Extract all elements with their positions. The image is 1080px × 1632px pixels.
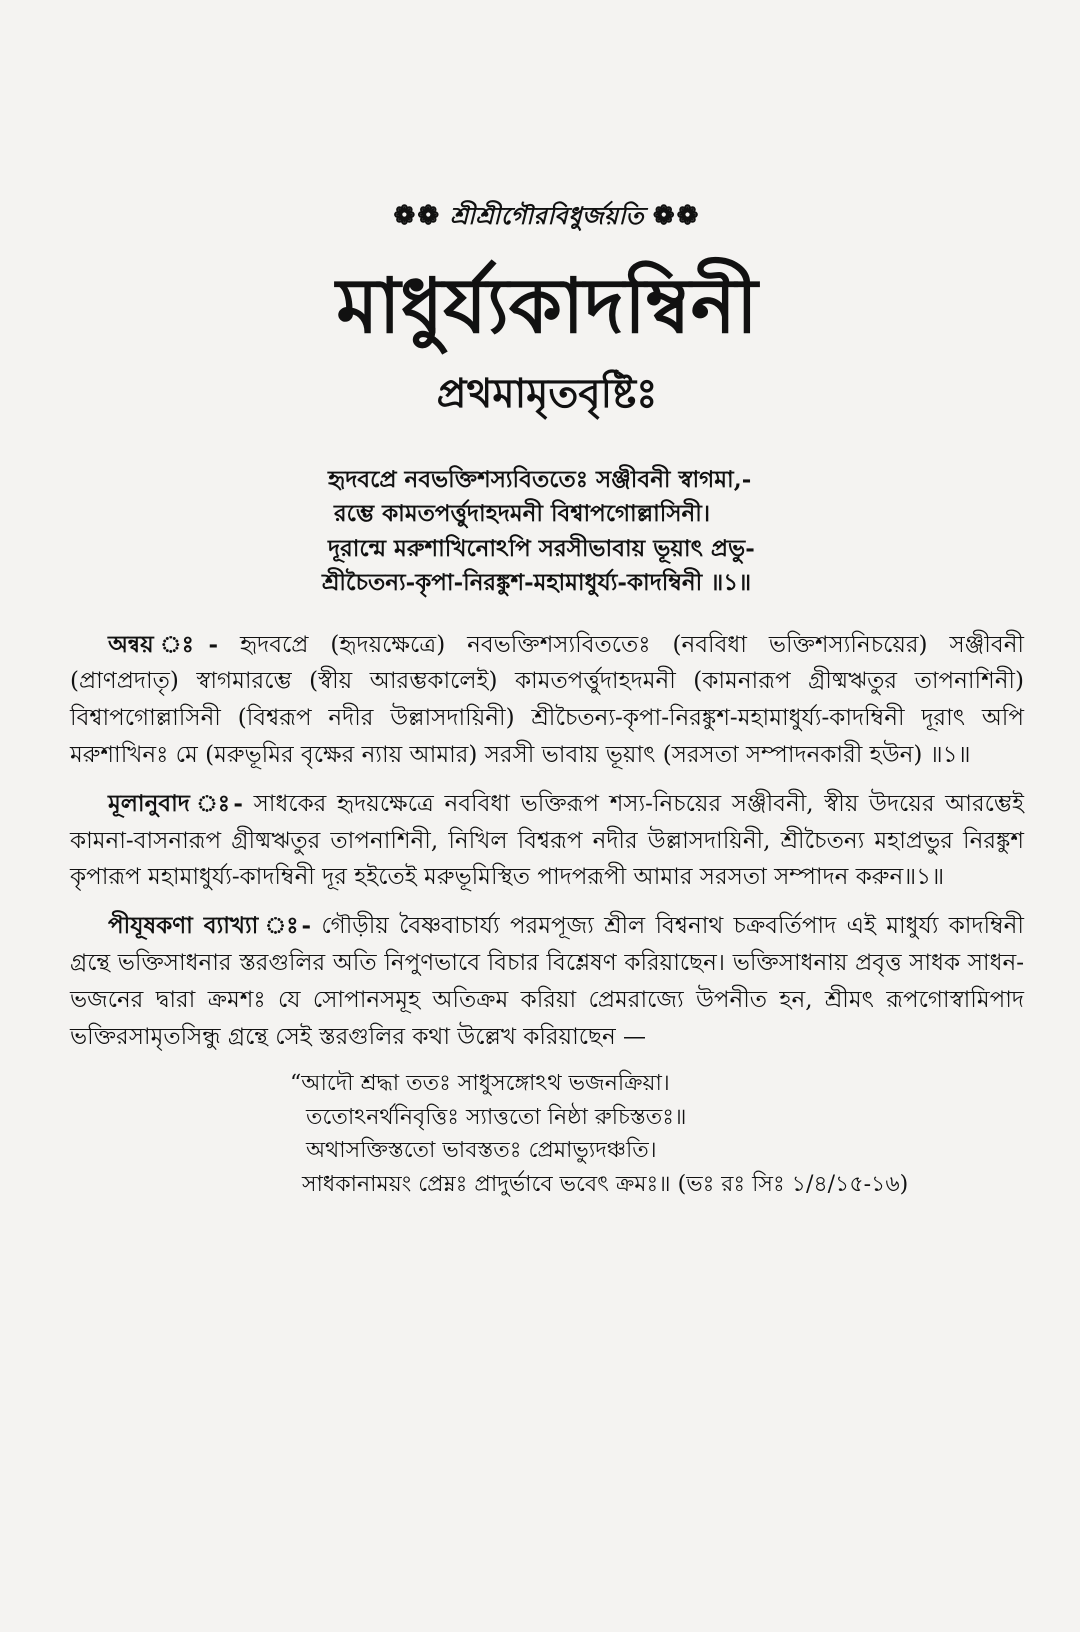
verse-line: হৃদবপ্রে নবভক্তিশস্যবিততেঃ সঞ্জীবনী স্বাগমা,-	[328, 465, 752, 493]
mulanuvad-text: সাধকের হৃদয়ক্ষেত্রে নববিধা ভক্তিরূপ শস্য-নিচয়ের সঞ্জীবনী, স্বীয় উদয়ের আরম্ভেই কামনা-বাসনারূপ গ্রীষ্মঋতুর তাপনাশিনী, নিখিল বিশ্বরূপ নদীর উল্লাসদায়িনী, শ্রীচৈতন্য মহাপ্রভুর নিরঙ্কুশ কৃপারূপ মহামাধুর্য্য-কাদম্বিনী দূর হইতেই মরুভূমিস্থিত পাদপরূপী আমার সরসতা সম্পাদন করুন॥১॥	[70, 790, 1025, 891]
chapter-subtitle: প্রথমামৃতবৃষ্টিঃ	[436, 369, 658, 417]
invocation-line	[70, 198, 1024, 238]
commentary-paragraph	[70, 908, 1024, 1055]
commentary-text: গৌড়ীয় বৈষ্ণবাচার্য্য পরমপূজ্য শ্রীল বিশ্বনাথ চক্রবর্তিপাদ এই মাধুর্য্য কাদম্বিনী গ্রন্থে ভক্তিসাধনার স্তরগুলির অতি নিপুণভাবে বিচার বিশ্লেষণ করিয়াছেন। ভক্তিসাধনায় প্রবৃত্ত সাধক সাধন-ভজনের দ্বারা ক্রমশঃ যে সোপানসমূহ অতিক্রম করিয়া প্রেমরাজ্যে উপনীত হন, শ্রীমৎ রূপগোস্বামিপাদ ভক্তিরসামৃতসিন্ধু গ্রন্থে সেই স্তরগুলির কথা উল্লেখ করিয়াছেন —	[70, 913, 1024, 1050]
verse-line: শ্রীচৈতন্য-কৃপা-নিরঙ্কুশ-মহামাধুর্য্য-কাদম্বিনী ॥১॥	[322, 569, 752, 597]
sanskrit-verse	[70, 463, 1024, 601]
quote-line: অথাসক্তিস্ততো ভাবস্ততঃ প্রেমাভ্যুদঞ্চতি।	[306, 1138, 657, 1164]
mulanuvad-paragraph	[70, 786, 1024, 896]
flower-ornament-left: ❁❁	[393, 201, 442, 231]
mulanuvad-label: মূলানুবাদ ঃ-	[108, 789, 243, 817]
verse-line: দূরান্মে মরুশাখিনোঽপি সরসীভাবায় ভূয়াৎ প্রভু-	[328, 534, 755, 562]
invocation-text: শ্রীশ্রীগৌরবিধুর্জয়তি	[449, 201, 645, 230]
flower-ornament-right: ❁❁	[652, 201, 701, 231]
quoted-verse	[70, 1067, 1024, 1201]
verse-line: রম্ভে কামতপর্ত্তুদাহদমনী বিশ্বাপগোল্লাসিনী।	[334, 500, 711, 528]
commentary-label: পীযূষকণা ব্যাখ্যা ঃ-	[108, 912, 312, 940]
anvaya-text: হৃদবপ্রে (হৃদয়ক্ষেত্রে) নবভক্তিশস্যবিততেঃ (নববিধা ভক্তিশস্যনিচয়ের) সঞ্জীবনী (প্রাণপ্রদাতৃ) স্বাগমারম্ভে (স্বীয় আরম্ভকালেই) কামতপর্ত্তুদাহদমনী (কামনারূপ গ্রীষ্মঋতুর তাপনাশিনী) বিশ্বাপগোল্লাসিনী (বিশ্বরূপ নদীর উল্লাসদায়িনী) শ্রীচৈতন্য-কৃপা-নিরঙ্কুশ-মহামাধুর্য্য-কাদম্বিনী দূরাৎ অপি মরুশাখিনঃ মে (মরুভূমির বৃক্ষের ন্যায় আমার) সরসী ভাবায় ভূয়াৎ (সরসতা সম্পাদনকারী হউন) ॥১॥	[70, 631, 1024, 768]
quote-line: সাধকানাময়ং প্রেম্নঃ প্রাদুর্ভাবে ভবেৎ ক্রমঃ॥ (ভঃ রঃ সিঃ ১/৪/১৫-১৬)	[302, 1171, 909, 1197]
page-title: মাধুর্য্যকাদম্বিনী	[336, 261, 758, 350]
anvaya-paragraph	[70, 627, 1024, 774]
quote-line: “আদৌ শ্রদ্ধা ততঃ সাধুসঙ্গোঽথ ভজনক্রিয়া।	[290, 1071, 670, 1097]
quote-line: ততোঽনর্থনিবৃত্তিঃ স্যাত্ততো নিষ্ঠা রুচিস্ততঃ॥	[306, 1104, 687, 1130]
anvaya-label: অন্বয় ঃ-	[108, 630, 219, 658]
